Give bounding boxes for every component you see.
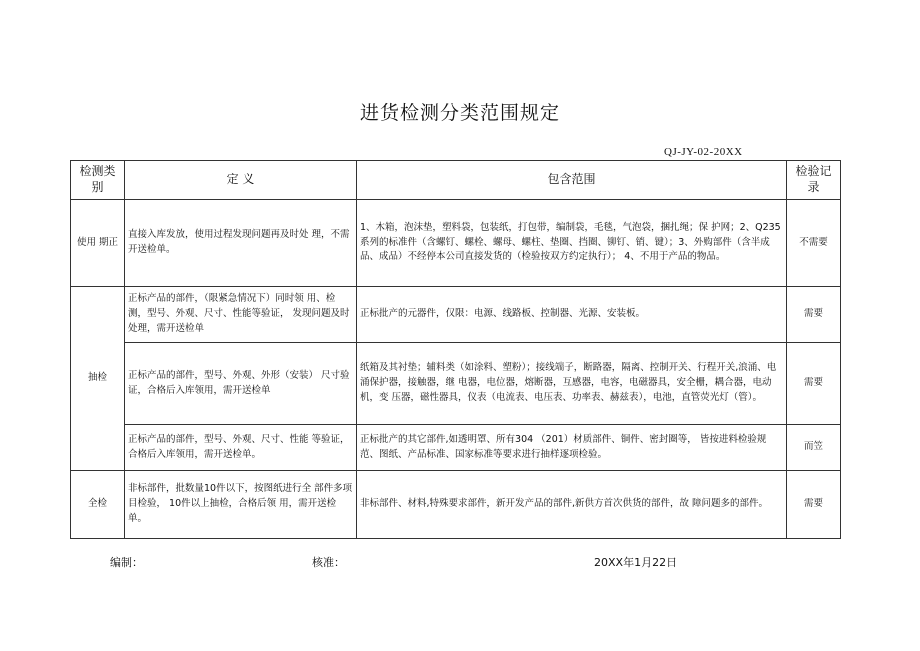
prepared-by-label: 编制： xyxy=(110,556,143,569)
definition-cell: 直接入库发放，使用过程发现问题再及时处 理，不需开送检单。 xyxy=(125,200,357,287)
record-cell: 而笠 xyxy=(787,425,841,471)
definition-cell: 正标产品的部件，型号、外观、尺寸、性能 等验证，合格后入库领用，需开送检单。 xyxy=(125,425,357,471)
table-row xyxy=(71,200,841,287)
table-row xyxy=(71,425,841,471)
record-cell: 需要 xyxy=(787,287,841,343)
inspection-scope-table xyxy=(70,160,841,539)
table-row xyxy=(71,287,841,343)
document-title: 进货检测分类范围规定 xyxy=(359,102,560,124)
table-header-row xyxy=(71,161,841,200)
category-cell: 抽检 xyxy=(71,287,125,471)
definition-cell: 非标部件，批数量10件以下，按图纸进行全 部件多项目检验， 10件以上抽检，合格后领 用，需开送检单。 xyxy=(125,471,357,539)
category-cell: 全检 xyxy=(71,471,125,539)
approved-by-label: 核准： xyxy=(312,556,345,569)
document-date: 20XX年1月22日 xyxy=(594,556,678,569)
header-record: 检验记录 xyxy=(787,161,841,200)
scope-cell: 正标批产的元器件，仅限：电源、线路板、控制器、光源、安装板。 xyxy=(357,287,787,343)
header-category: 检测类别 xyxy=(71,161,125,200)
record-cell: 需要 xyxy=(787,343,841,425)
header-scope: 包含范围 xyxy=(357,161,787,200)
definition-cell: 正标产品的部件，（限紧急情况下）同时领 用、检测，型号、外观、尺寸、性能等验证， 发现问题及时处理，需开送检单 xyxy=(125,287,357,343)
scope-cell: 纸箱及其衬垫；辅料类（如涂料、塑粉）；接线端子，断路器，隔离、控制开关、行程开关,浪涌、电涌保护器，接触器，继 电器，电位器，熔断器，互感器，电容，电磁器具，安全栅，耦合器，电动机，变 压器，磁性器具，仪表（电流表、电压表、功率表、赫兹表），电池，直管荧光灯（管）。 xyxy=(357,343,787,425)
definition-cell: 正标产品的部件，型号、外观、外形（安装） 尺寸验证，合格后入库领用，需开送检单 xyxy=(125,343,357,425)
record-cell: 需要 xyxy=(787,471,841,539)
table-row xyxy=(71,471,841,539)
scope-cell: 正标批产的其它部件,如透明罩、所有304 （201）材质部件、铜件、密封圈等， 皆按进料检验规范、图纸、产品标准、国家标准等要求进行抽样逐项检验。 xyxy=(357,425,787,471)
scope-cell: 非标部件、材料,特殊要求部件，新开发产品的部件,新供方首次供货的部件，故 障问题多的部件。 xyxy=(357,471,787,539)
table-row xyxy=(71,343,841,425)
document-number: QJ-JY-02-20XX xyxy=(664,146,743,158)
scope-cell: 1、木箱，泡沫垫，塑料袋，包装纸，打包带，编制袋，毛毯，气泡袋，捆扎绳；保 护网；2、Q235系列的标准件（含螺钉、螺栓、螺母、螺柱、垫圈、挡圈、铆钉、销、键）；3、外购部件（含半成品、成品）不经停本公司直接发货的（检验按双方约定执行）； 4、不用于产品的物品。 xyxy=(357,200,787,287)
header-definition: 定 义 xyxy=(125,161,357,200)
record-cell: 不需要 xyxy=(787,200,841,287)
category-cell: 使用 期正 xyxy=(71,200,125,287)
